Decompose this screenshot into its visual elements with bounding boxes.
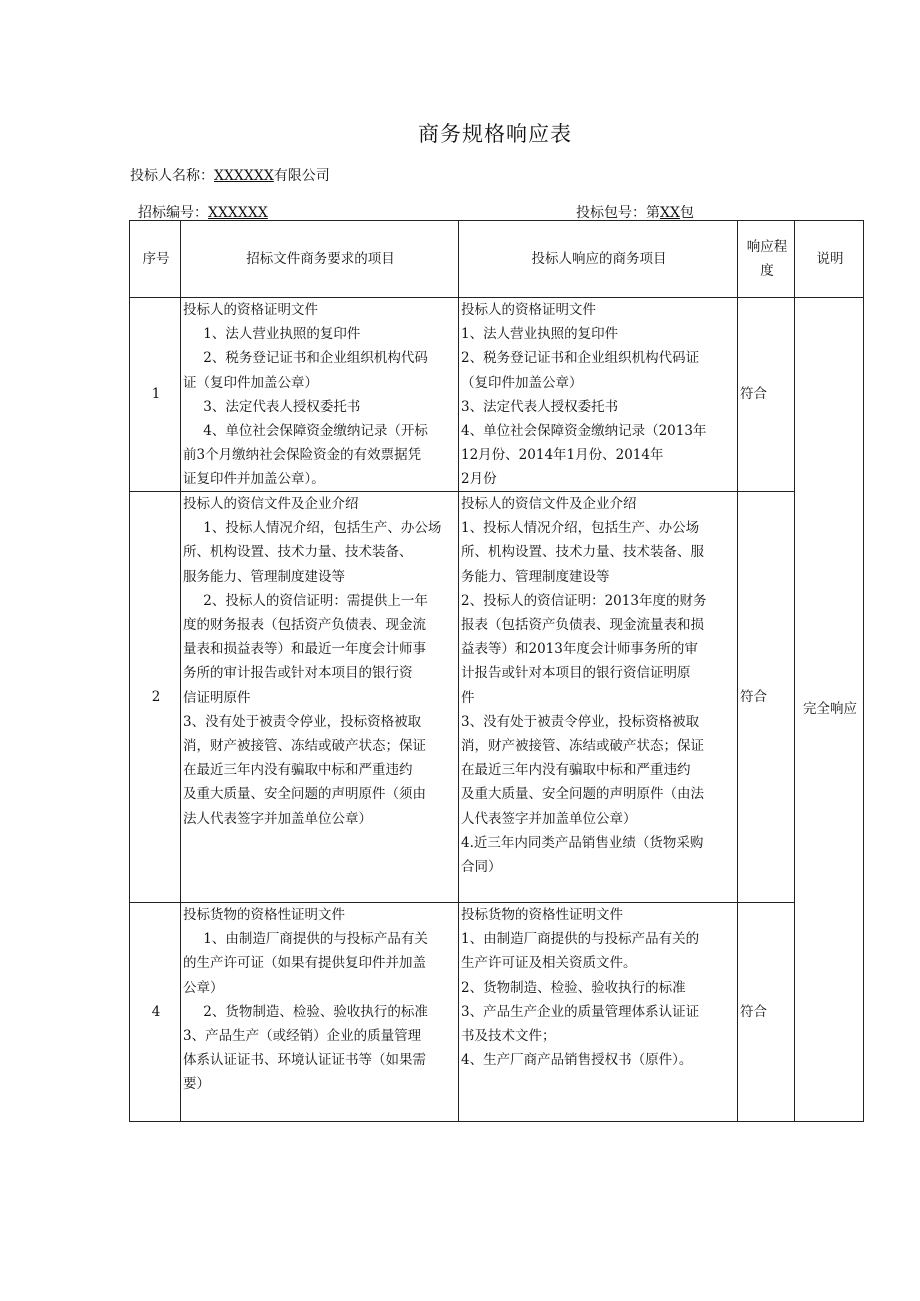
text-line: 生产许可证及相关资质文件。 bbox=[461, 955, 637, 972]
row-note: 完全响应 bbox=[795, 298, 864, 1122]
tender-number-line bbox=[138, 202, 268, 222]
row-requirement bbox=[181, 903, 459, 1122]
text-line: 在最近三年内没有骗取中标和严重违约 bbox=[461, 762, 691, 779]
text-line: 4.近三年内同类产品销售业绩（货物采购 bbox=[461, 834, 704, 851]
bidder-name-label: 投标人名称： bbox=[130, 168, 214, 184]
header-note: 说明 bbox=[795, 221, 864, 298]
text-line: 3、法定代表人授权委托书 bbox=[461, 398, 619, 415]
text-line: 书及技术文件； bbox=[461, 1028, 556, 1045]
text-line: 及重大质量、安全问题的声明原件（由法 bbox=[461, 786, 704, 803]
header-requirement: 招标文件商务要求的项目 bbox=[181, 221, 459, 298]
text-line: 1、法人营业执照的复印件 bbox=[461, 326, 619, 343]
text-line: 体系认证证书、环境认证证书等（如果需 bbox=[183, 1052, 426, 1069]
text-line: 报表（包括资产负债表、现金流量表和损 bbox=[461, 617, 704, 634]
text-line: 证复印件并加盖公章）。 bbox=[183, 471, 325, 488]
text-line: 务所的审计报告或针对本项目的银行资 bbox=[183, 665, 413, 682]
text-line: 1、由制造厂商提供的与投标产品有关 bbox=[203, 931, 428, 948]
text-line: 度的财务报表（包括资产负债表、现金流 bbox=[183, 617, 426, 634]
text-line: 前3个月缴纳社会保险资金的有效票据凭 bbox=[183, 447, 422, 464]
header-seq: 序号 bbox=[130, 221, 181, 298]
text-line: 所、机构设置、技术力量、技术装备、服 bbox=[461, 544, 704, 561]
bidder-name-line bbox=[130, 165, 330, 185]
text-line: 1、由制造厂商提供的与投标产品有关的 bbox=[461, 931, 700, 948]
text-line: 2、税务登记证书和企业组织机构代码 bbox=[203, 350, 428, 367]
text-line: 消，财产被接管、冻结或破产状态；保证 bbox=[183, 738, 426, 755]
text-line: 合同） bbox=[461, 859, 502, 876]
text-line: 益表等）和2013年度会计师事务所的审 bbox=[461, 641, 698, 658]
text-line: 投标人的资信文件及企业介绍 bbox=[183, 496, 359, 512]
text-line: 及重大质量、安全问题的声明原件（须由 bbox=[183, 786, 426, 803]
table-header-row bbox=[130, 221, 864, 298]
text-line: 1、法人营业执照的复印件 bbox=[203, 326, 361, 343]
text-line: 计报告或针对本项目的银行资信证明原 bbox=[461, 665, 691, 682]
table-row bbox=[130, 492, 864, 903]
text-line: 3、产品生产（或经销）企业的质量管理 bbox=[183, 1028, 422, 1045]
text-line: 3、没有处于被责令停业，投标资格被取 bbox=[461, 713, 700, 730]
text-line: 要） bbox=[183, 1076, 210, 1093]
row-degree: 符合 bbox=[738, 298, 795, 492]
text-line: 2月份 bbox=[461, 471, 497, 488]
text-line: 投标货物的资格性证明文件 bbox=[183, 907, 345, 923]
text-line: 3、产品生产企业的质量管理体系认证证 bbox=[461, 1003, 700, 1020]
package-number-label: 投标包号：第 bbox=[576, 205, 660, 221]
text-line: 2、投标人的资信证明：需提供上一年 bbox=[203, 592, 428, 609]
response-table bbox=[129, 220, 864, 1122]
text-line: 法人代表签字并加盖单位公章） bbox=[183, 810, 372, 827]
text-line: 服务能力、管理制度建设等 bbox=[183, 568, 345, 585]
row-degree: 符合 bbox=[738, 492, 795, 903]
bidder-name-value: XXXXXX bbox=[214, 168, 274, 184]
text-line: 所、机构设置、技术力量、技术装备、 bbox=[183, 544, 413, 561]
text-line: 信证明原件 bbox=[183, 689, 251, 706]
text-line: 消，财产被接管、冻结或破产状态；保证 bbox=[461, 738, 704, 755]
text-line: 1、投标人情况介绍，包括生产、办公场 bbox=[203, 520, 442, 537]
text-line: 4、单位社会保障资金缴纳记录（2013年 bbox=[461, 423, 707, 440]
header-degree-line-2: 度 bbox=[760, 263, 774, 279]
table-row bbox=[130, 298, 864, 492]
text-line: 1、投标人情况介绍，包括生产、办公场 bbox=[461, 520, 700, 537]
header-response: 投标人响应的商务项目 bbox=[459, 221, 738, 298]
text-line: 投标人的资格证明文件 bbox=[461, 302, 596, 318]
row-requirement bbox=[181, 298, 459, 492]
text-line: 人代表签字并加盖单位公章） bbox=[461, 810, 637, 827]
text-line: 投标人的资格证明文件 bbox=[183, 302, 318, 318]
tender-number-value: XXXXXX bbox=[208, 205, 268, 221]
text-line: 2、投标人的资信证明：2013年度的财务 bbox=[461, 592, 707, 609]
text-line: 2、货物制造、检验、验收执行的标准 bbox=[461, 979, 686, 996]
text-line: 证（复印件加盖公章） bbox=[183, 374, 318, 391]
text-line: 4、单位社会保障资金缴纳记录（开标 bbox=[203, 423, 428, 440]
text-line: 件 bbox=[461, 689, 475, 706]
row-seq: 4 bbox=[130, 903, 181, 1122]
header-degree-line-1: 响应程 bbox=[746, 238, 788, 255]
row-seq: 1 bbox=[130, 298, 181, 492]
table-row bbox=[130, 903, 864, 1122]
row-response bbox=[459, 298, 738, 492]
text-line: 2、税务登记证书和企业组织机构代码证 bbox=[461, 350, 700, 367]
package-number-line bbox=[576, 202, 694, 222]
text-line: 3、没有处于被责令停业，投标资格被取 bbox=[183, 713, 422, 730]
text-line: 的生产许可证（如果有提供复印件并加盖 bbox=[183, 955, 426, 972]
text-line: 2、货物制造、检验、验收执行的标准 bbox=[203, 1003, 428, 1020]
text-line: 3、法定代表人授权委托书 bbox=[203, 398, 361, 415]
document-title: 商务规格响应表 bbox=[418, 122, 572, 146]
text-line: 4、生产厂商产品销售授权书（原件）。 bbox=[461, 1052, 693, 1069]
row-response bbox=[459, 903, 738, 1122]
row-degree: 符合 bbox=[738, 903, 795, 1122]
tender-number-label: 招标编号： bbox=[138, 205, 208, 221]
text-line: 投标货物的资格性证明文件 bbox=[461, 907, 623, 923]
text-line: 12月份、2014年1月份、2014年 bbox=[461, 447, 664, 464]
row-seq: 2 bbox=[130, 492, 181, 903]
bidder-name-suffix: 有限公司 bbox=[273, 168, 330, 184]
text-line: 务能力、管理制度建设等 bbox=[461, 568, 610, 585]
text-line: 公章） bbox=[183, 979, 224, 996]
header-degree bbox=[738, 221, 795, 298]
text-line: 量表和损益表等）和最近一年度会计师事 bbox=[183, 641, 426, 658]
row-response bbox=[459, 492, 738, 903]
row-requirement bbox=[181, 492, 459, 903]
package-number-value: XX bbox=[660, 205, 680, 221]
text-line: 在最近三年内没有骗取中标和严重违约 bbox=[183, 762, 413, 779]
text-line: 投标人的资信文件及企业介绍 bbox=[461, 496, 637, 512]
package-number-suffix: 包 bbox=[679, 205, 694, 221]
text-line: （复印件加盖公章） bbox=[461, 374, 583, 391]
